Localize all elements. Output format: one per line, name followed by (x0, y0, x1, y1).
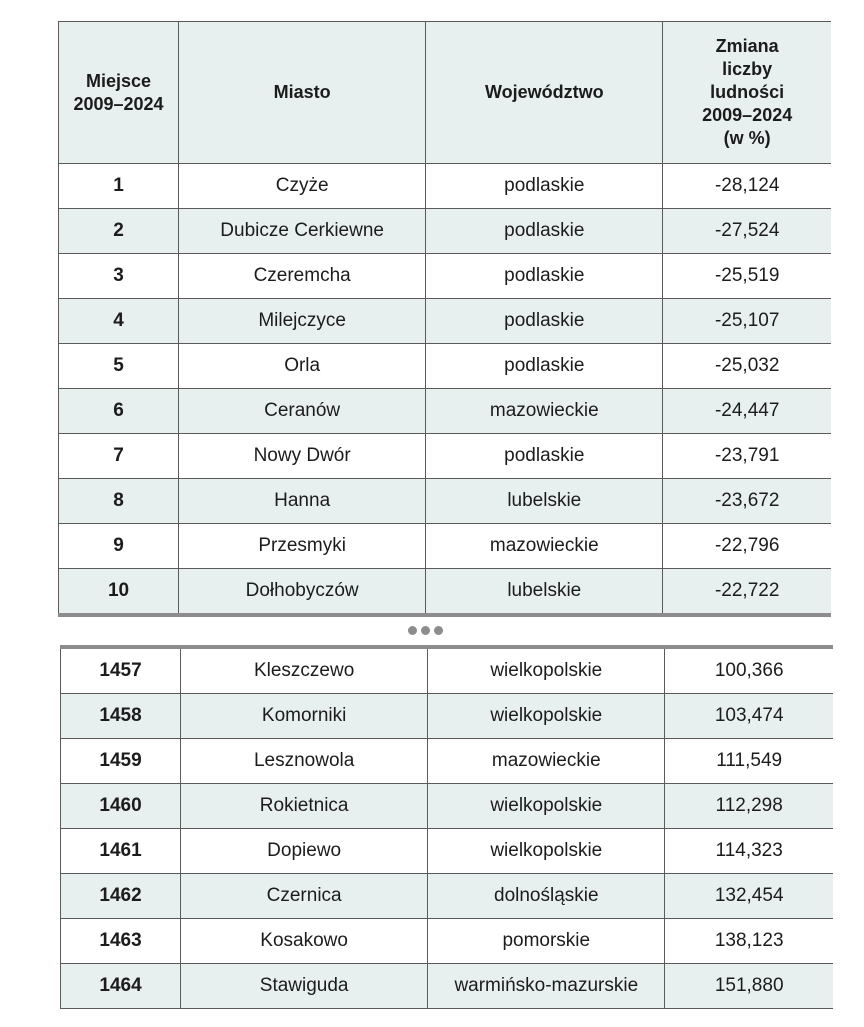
voivodeship-cell: wielkopolskie (428, 694, 665, 739)
city-cell: Czernica (181, 874, 428, 919)
table-row (61, 874, 834, 919)
city-cell: Orla (179, 344, 426, 389)
bottom-table-body (61, 647, 834, 1009)
voivodeship-cell: mazowieckie (428, 739, 665, 784)
voivodeship-cell: podlaskie (426, 344, 663, 389)
voivodeship-header: Województwo (426, 22, 663, 164)
voivodeship-cell: dolnośląskie (428, 874, 665, 919)
rank-cell: 8 (59, 479, 179, 524)
table-row (61, 739, 834, 784)
voivodeship-cell: lubelskie (426, 569, 663, 616)
ellipsis-icon (408, 626, 443, 635)
city-cell: Dołhobyczów (179, 569, 426, 616)
table-row (59, 524, 832, 569)
city-cell: Przesmyki (179, 524, 426, 569)
city-cell: Rokietnica (181, 784, 428, 829)
table-row (61, 829, 834, 874)
population-change-cell: -27,524 (663, 209, 831, 254)
voivodeship-cell: wielkopolskie (428, 647, 665, 694)
table-row (61, 784, 834, 829)
table-row (61, 919, 834, 964)
city-cell: Czeremcha (179, 254, 426, 299)
population-change-cell: -22,722 (663, 569, 831, 616)
rank-cell: 9 (59, 524, 179, 569)
population-change-cell: -28,124 (663, 164, 831, 209)
rank-header: Miejsce 2009–2024 (59, 22, 179, 164)
population-change-cell: -25,032 (663, 344, 831, 389)
population-change-cell: 111,549 (665, 739, 833, 784)
voivodeship-cell: warmińsko-mazurskie (428, 964, 665, 1009)
rank-cell: 2 (59, 209, 179, 254)
city-cell: Milejczyce (179, 299, 426, 344)
voivodeship-cell: wielkopolskie (428, 784, 665, 829)
rank-cell: 10 (59, 569, 179, 616)
population-change-cell: -25,107 (663, 299, 831, 344)
table-row (59, 209, 832, 254)
voivodeship-cell: podlaskie (426, 299, 663, 344)
city-cell: Hanna (179, 479, 426, 524)
population-change-cell: -22,796 (663, 524, 831, 569)
rank-cell: 1457 (61, 647, 181, 694)
table-row (59, 479, 832, 524)
city-cell: Czyże (179, 164, 426, 209)
population-change-cell: -23,791 (663, 434, 831, 479)
voivodeship-cell: podlaskie (426, 164, 663, 209)
voivodeship-cell: mazowieckie (426, 524, 663, 569)
table-row (59, 434, 832, 479)
population-change-cell: 103,474 (665, 694, 833, 739)
rank-cell: 1461 (61, 829, 181, 874)
table-header-row (59, 22, 832, 164)
table-row (59, 299, 832, 344)
population-change-cell: 112,298 (665, 784, 833, 829)
population-change-cell: 114,323 (665, 829, 833, 874)
voivodeship-cell: podlaskie (426, 209, 663, 254)
rank-cell: 5 (59, 344, 179, 389)
rank-cell: 3 (59, 254, 179, 299)
rank-cell: 1 (59, 164, 179, 209)
population-change-cell: 138,123 (665, 919, 833, 964)
rank-cell: 1462 (61, 874, 181, 919)
city-cell: Kleszczewo (181, 647, 428, 694)
rank-cell: 4 (59, 299, 179, 344)
table-row (59, 164, 832, 209)
city-cell: Kosakowo (181, 919, 428, 964)
rank-cell: 1463 (61, 919, 181, 964)
city-cell: Komorniki (181, 694, 428, 739)
rank-cell: 1459 (61, 739, 181, 784)
population-change-header: Zmiana liczby ludności 2009–2024 (w %) (663, 22, 831, 164)
city-cell: Nowy Dwór (179, 434, 426, 479)
table-row (59, 254, 832, 299)
rank-cell: 1458 (61, 694, 181, 739)
top-ranking-table (58, 21, 831, 617)
rank-cell: 6 (59, 389, 179, 434)
voivodeship-cell: pomorskie (428, 919, 665, 964)
voivodeship-cell: podlaskie (426, 254, 663, 299)
table-row (61, 694, 834, 739)
voivodeship-cell: lubelskie (426, 479, 663, 524)
population-change-cell: -25,519 (663, 254, 831, 299)
population-change-cell: 132,454 (665, 874, 833, 919)
table-row (59, 389, 832, 434)
city-cell: Dubicze Cerkiewne (179, 209, 426, 254)
population-change-cell: 100,366 (665, 647, 833, 694)
rank-cell: 1460 (61, 784, 181, 829)
voivodeship-cell: podlaskie (426, 434, 663, 479)
table-row (59, 344, 832, 389)
voivodeship-cell: mazowieckie (426, 389, 663, 434)
city-header: Miasto (179, 22, 426, 164)
top-table-body (59, 164, 832, 616)
bottom-ranking-table (60, 645, 833, 1009)
city-cell: Stawiguda (181, 964, 428, 1009)
table-row (61, 964, 834, 1009)
table-row (59, 569, 832, 616)
city-cell: Lesznowola (181, 739, 428, 784)
city-cell: Ceranów (179, 389, 426, 434)
table-row (61, 647, 834, 694)
rank-cell: 1464 (61, 964, 181, 1009)
population-change-cell: -23,672 (663, 479, 831, 524)
population-change-cell: 151,880 (665, 964, 833, 1009)
population-change-cell: -24,447 (663, 389, 831, 434)
voivodeship-cell: wielkopolskie (428, 829, 665, 874)
rank-cell: 7 (59, 434, 179, 479)
city-cell: Dopiewo (181, 829, 428, 874)
